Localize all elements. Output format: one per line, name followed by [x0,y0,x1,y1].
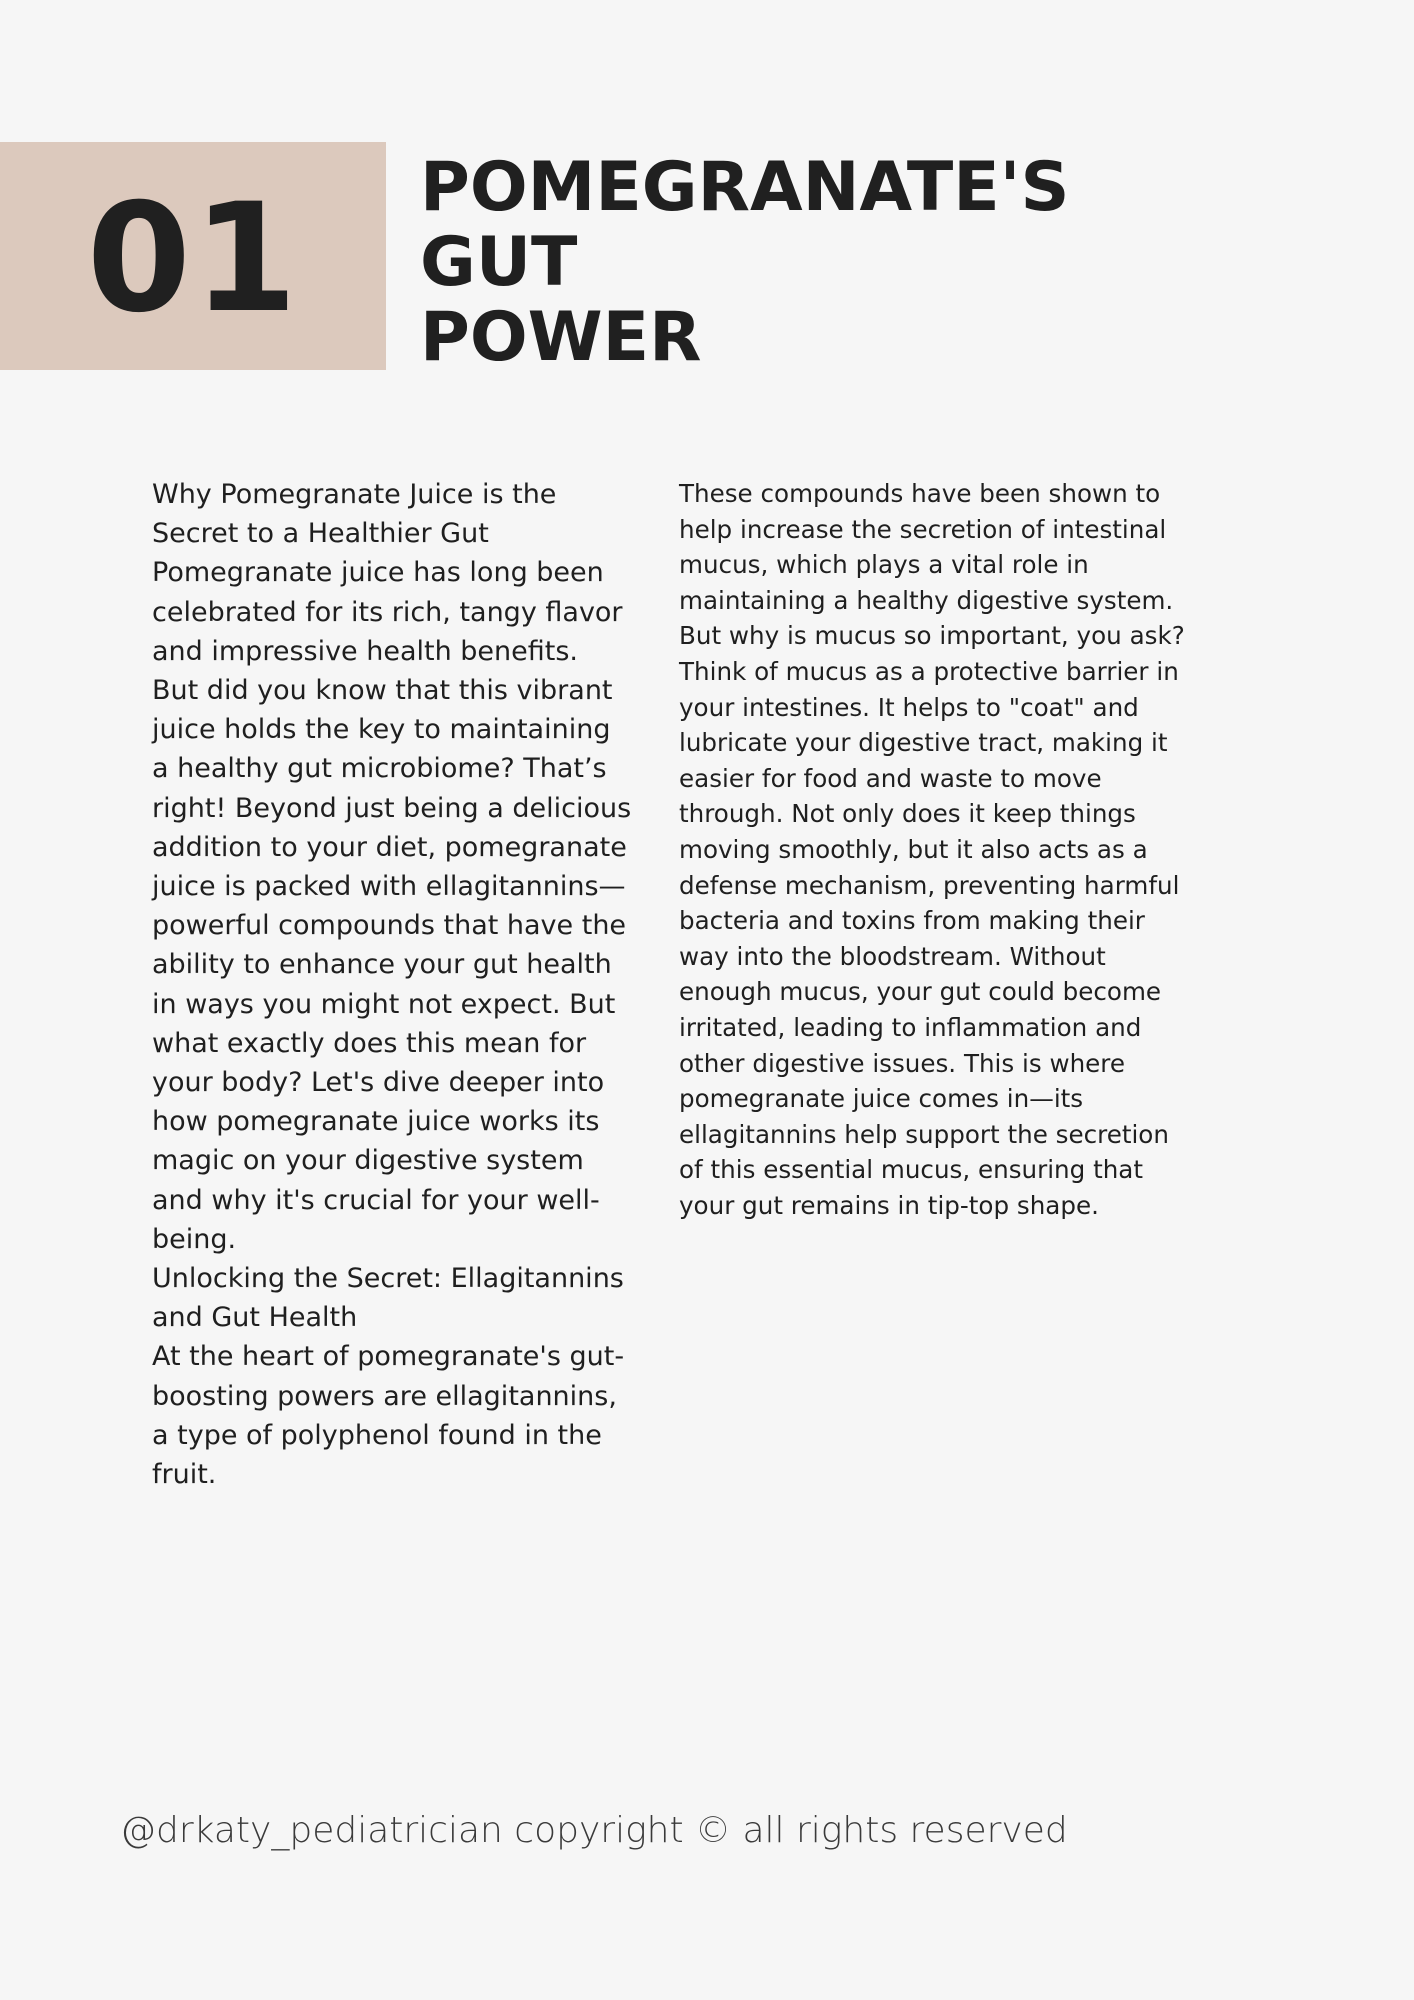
title-line-3: POWER [420,298,702,377]
chapter-number-block [0,142,386,370]
right-text-column [679,476,1199,1223]
page-title [420,150,1320,375]
left-paragraph-subheading: Unlocking the Secret: Ellagitannins and Gut Health [152,1263,624,1334]
title-line-2: GUT [420,223,578,302]
right-paragraph-mucus: These compounds have been shown to help increase the secretion of intestinal mucus, which plays a vital role in maintaining a healthy digestive system. But why is mucus so important, you ask? [679,479,1185,651]
chapter-number: 01 [86,172,300,346]
left-paragraph-ellagitannins: At the heart of pomegranate's gut-boosting powers are ellagitannins, a type of polyphenol found in the fruit. [152,1341,625,1491]
left-text-column [152,475,632,1494]
right-paragraph-barrier: Think of mucus as a protective barrier in your intestines. It helps to "coat" and lubricate your digestive tract, making it easier for food and waste to move through. Not only does it keep things moving smoothly, but it also acts as a defense mechanism, preventing harmful bacteria and toxins from making their way into the bloodstream. Without enough mucus, your gut could become irritated, leading to inflammation and other digestive issues. This is where pomegranate juice comes in—its ellagitannins help support the secretion of this essential mucus, ensuring that your gut remains in tip-top shape. [679,656,1180,1220]
left-paragraph-intro: Pomegranate juice has long been celebrated for its rich, tangy flavor and impressive health benefits. But did you know that this vibrant juice holds the key to maintaining a healthy gut microbiome? That’s right! Beyond just being a delicious addition to your diet, pomegranate juice is packed with ellagitannins—powerful compounds that have the ability to enhance your gut health in ways you might not expect. But what exactly does this mean for your body? Let's dive deeper into how pomegranate juice works its magic on your digestive system and why it's crucial for your well-being. [152,557,632,1255]
copyright-footer: @drkaty_pediatrician copyright © all rights reserved [120,1810,1068,1851]
title-line-1: POMEGRANATE'S [420,148,1070,227]
left-paragraph-heading: Why Pomegranate Juice is the Secret to a Healthier Gut [152,479,557,550]
